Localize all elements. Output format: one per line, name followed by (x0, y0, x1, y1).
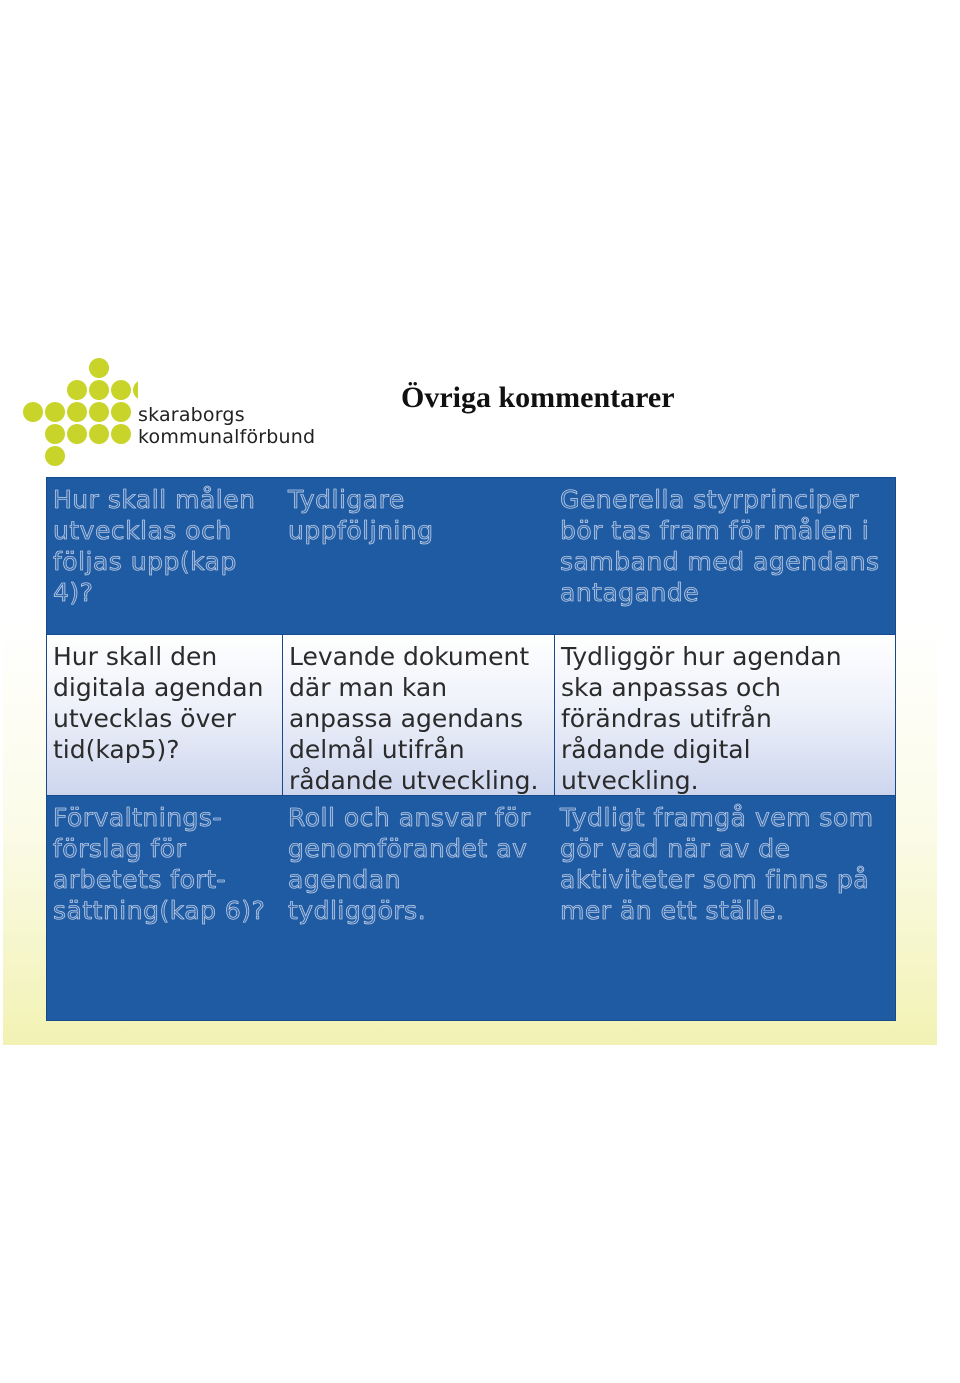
table-cell-question: Förvaltnings- förslag för arbetets fort- sättning(kap 6)? (53, 803, 266, 925)
comments-table (46, 477, 896, 1021)
table-cell-comment: Roll och ansvar för genomförandet av agendan tydliggörs. (288, 803, 531, 925)
logo-text-line1: skaraborgs (138, 404, 245, 426)
page-title: Övriga kommentarer (401, 381, 675, 414)
table-cell-comment: Tydligare uppföljning (288, 485, 434, 545)
table-cell-recommendation: Generella styrprinciper bör tas fram för målen i samband med agendans antagande (560, 485, 880, 607)
table-row (47, 796, 895, 1020)
table-cell-question: Hur skall målen utvecklas och följas upp(kap 4)? (53, 485, 256, 607)
table-cell-recommendation: Tydligt framgå vem som gör vad när av de aktiviteter som finns på mer än ett ställe. (560, 803, 874, 925)
logo-text-line2: kommunalförbund (138, 426, 316, 448)
table-row (47, 478, 895, 634)
logo-dots-icon (3, 335, 138, 475)
slide (3, 335, 937, 1045)
logo (3, 335, 363, 475)
table-cell-recommendation: Tydliggör hur agendan ska anpassas och förändras utifrån rådande digital utveckling. (554, 635, 895, 795)
table-cell-question: Hur skall den digitala agendan utvecklas över tid(kap5)? (53, 642, 264, 764)
table-cell-comment: Levande dokument där man kan anpassa agendans delmål utifrån rådande utveckling. (282, 635, 552, 795)
table-row (47, 634, 895, 796)
